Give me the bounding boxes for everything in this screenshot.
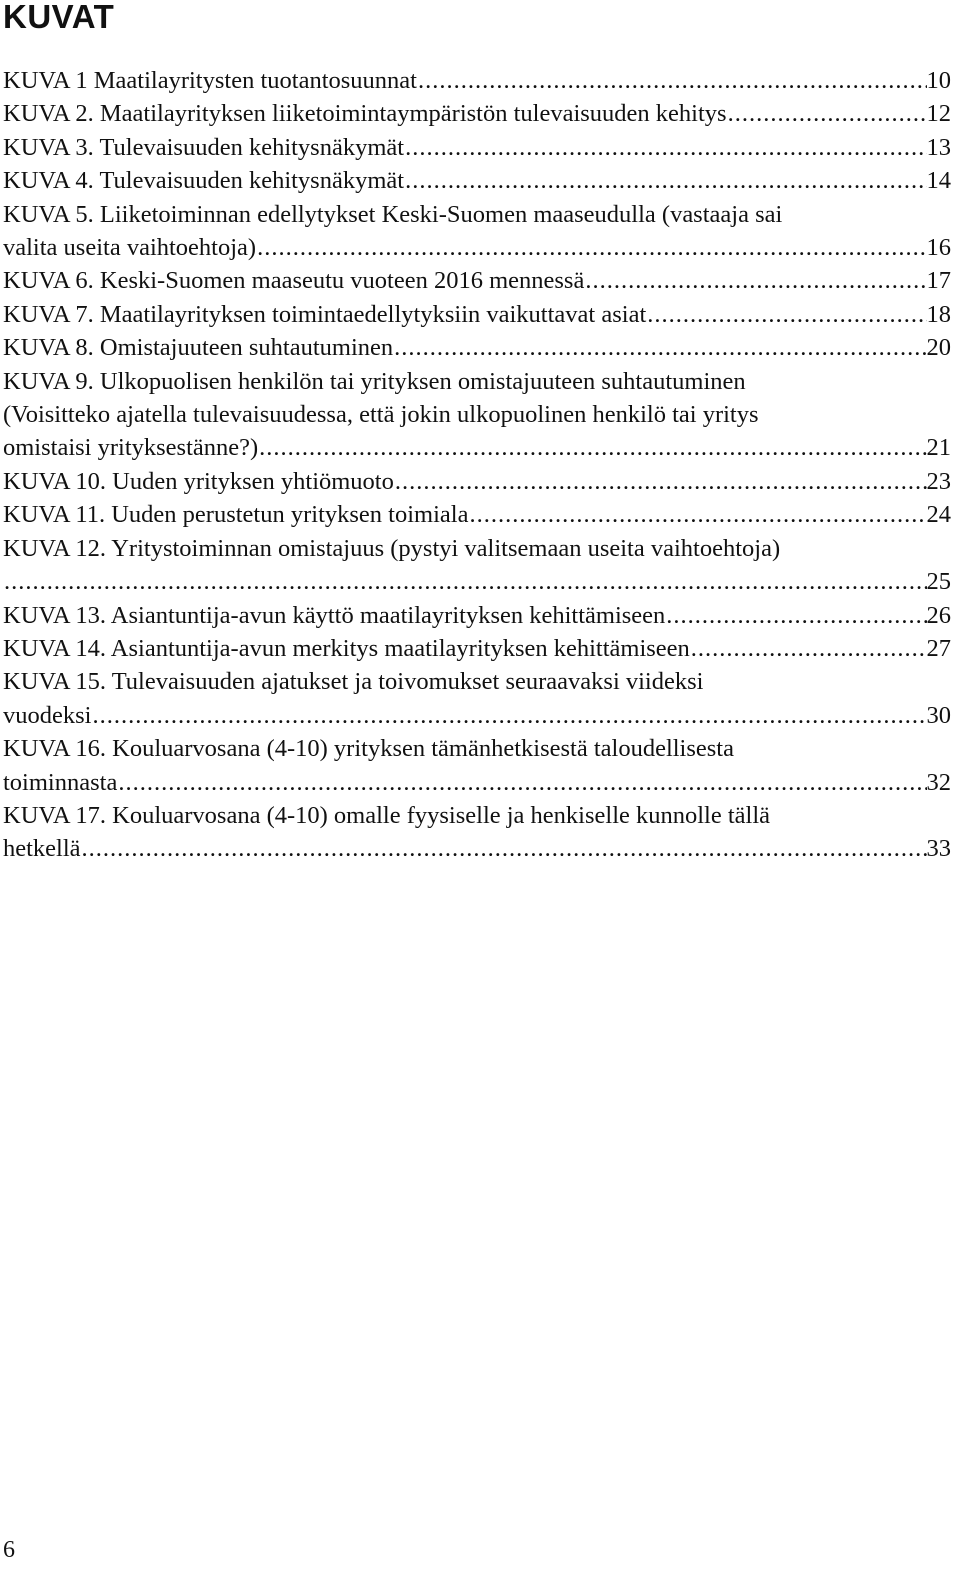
toc-entry-line [3,465,951,498]
toc-entry-title: KUVA 12. Yritystoiminnan omistajuus (pystyi valitsemaan useita vaihtoehtoja) [3,534,781,562]
dot-leader [665,599,926,632]
dot-leader [646,298,926,331]
toc-entry[interactable] [3,131,951,164]
toc-entry[interactable] [3,799,951,866]
toc-entry-line [3,832,951,865]
toc-entry-line [3,632,951,665]
dot-leader [690,632,927,665]
toc-entry-page-number: 30 [926,701,951,729]
toc-entry-title: vuodeksi [3,701,92,729]
toc-entry[interactable] [3,164,951,197]
toc-entry-line [3,766,951,799]
dot-leader [404,164,926,197]
toc-entry[interactable] [3,97,951,130]
dot-leader [393,331,926,364]
toc-entry-line [3,565,951,598]
dot-leader [727,97,927,130]
toc-entry-title: KUVA 4. Tulevaisuuden kehitysnäkymät [3,167,405,195]
toc-entry-title: KUVA 17. Kouluarvosana (4-10) omalle fyysiselle ja henkiselle kunnolle tällä [3,801,771,829]
toc-entry-line [3,164,951,197]
toc-entry[interactable] [3,298,951,331]
toc-entry-page-number: 27 [926,634,951,662]
toc-entry-page-number: 14 [926,167,951,195]
toc-entry[interactable] [3,665,951,732]
toc-entry-page-number: 18 [926,300,951,328]
toc-entry-title: KUVA 3. Tulevaisuuden kehitysnäkymät [3,133,405,161]
toc-entry-page-number: 10 [926,67,951,94]
toc-entry[interactable] [3,331,951,364]
toc-entry-page-number: 16 [926,234,951,262]
dot-leader [468,498,926,531]
toc-entry-title: KUVA 14. Asiantuntija-avun merkitys maatilayrityksen kehittämiseen [3,634,690,662]
toc-entry-title: KUVA 9. Ulkopuolisen henkilön tai yrityksen omistajuuteen suhtautuminen [3,367,746,395]
toc-entry-line [3,264,951,297]
toc-entry-title: toiminnasta [3,768,118,796]
toc-entry-line [3,732,951,765]
toc-entry-line [3,365,951,398]
toc-entry-line [3,665,951,698]
toc-entry-title: KUVA 7. Maatilayrityksen toimintaedellytyksiin vaikuttavat asiat [3,300,647,328]
toc-entry[interactable] [3,498,951,531]
toc-entry[interactable] [3,264,951,297]
toc-entry-title: valita useita vaihtoehtoja) [3,234,257,262]
dot-leader [91,699,926,732]
toc-entry[interactable] [3,365,951,465]
toc-entry-page-number: 12 [926,100,951,128]
dot-leader [417,64,927,97]
toc-entry-page-number: 24 [926,501,951,529]
dot-leader [81,832,927,865]
toc-entry[interactable] [3,632,951,665]
dot-leader [3,565,927,598]
toc-entry[interactable] [3,465,951,498]
toc-entry-line [3,699,951,732]
toc-entry-page-number: 32 [926,768,951,796]
toc-entry[interactable] [3,732,951,799]
toc-entry-title: omistaisi yrityksestänne?) [3,434,259,462]
toc-entry-line [3,231,951,264]
page-number: 6 [3,1537,15,1563]
dot-leader [117,766,926,799]
toc-entry-line [3,298,951,331]
page-title: KUVAT [3,0,115,35]
toc-entry-line [3,532,951,565]
toc-entry-page-number: 17 [926,267,951,295]
toc-entry-page-number: 26 [926,601,951,629]
toc-entry-line [3,198,951,231]
toc-entry[interactable] [3,64,951,97]
toc-entry-title: KUVA 10. Uuden yrityksen yhtiömuoto [3,467,394,495]
toc-entry-title: hetkellä [3,835,81,863]
toc-entry-line [3,599,951,632]
toc-entry-page-number: 13 [926,133,951,161]
toc-entry-line [3,398,951,431]
dot-leader [394,465,927,498]
toc-entry-page-number: 25 [926,568,951,596]
toc-entry-line [3,799,951,832]
toc-entry-line [3,331,951,364]
toc-entry-line [3,131,951,164]
toc-entry-page-number: 33 [926,835,951,863]
toc-entry-line [3,97,951,130]
toc-entry-line [3,498,951,531]
dot-leader [256,231,926,264]
dot-leader [404,131,926,164]
toc-entry[interactable] [3,532,951,599]
toc-entry-title: KUVA 8. Omistajuuteen suhtautuminen [3,334,394,362]
toc-entry-title: (Voisitteko ajatella tulevaisuudessa, että jokin ulkopuolinen henkilö tai yritys [3,401,759,429]
toc-entry-title: KUVA 13. Asiantuntija-avun käyttö maatilayrityksen kehittämiseen [3,601,666,629]
toc-entry-title: KUVA 6. Keski-Suomen maaseutu vuoteen 2016 mennessä [3,267,585,295]
toc-entry-title: KUVA 11. Uuden perustetun yrityksen toimiala [3,501,469,529]
toc-entry-title: KUVA 2. Maatilayrityksen liiketoimintaympäristön tulevaisuuden kehitys [3,100,727,128]
toc-entry-title: KUVA 5. Liiketoiminnan edellytykset Keski-Suomen maaseudulla (vastaaja sai [3,200,783,228]
toc-entry-page-number: 23 [926,467,951,495]
toc-entry-title: KUVA 16. Kouluarvosana (4-10) yrityksen tämänhetkisestä taloudellisesta [3,735,734,763]
toc-entry-title: KUVA 1 Maatilayritysten tuotantosuunnat [3,67,417,94]
figure-list [3,64,951,866]
dot-leader [258,431,926,464]
toc-entry[interactable] [3,599,951,632]
toc-entry-page-number: 20 [926,334,951,362]
toc-entry-line [3,64,951,97]
dot-leader [584,264,926,297]
toc-entry-title: KUVA 15. Tulevaisuuden ajatukset ja toivomukset seuraavaksi viideksi [3,668,704,696]
toc-entry-line [3,431,951,464]
toc-entry[interactable] [3,198,951,265]
toc-entry-page-number: 21 [926,434,951,462]
